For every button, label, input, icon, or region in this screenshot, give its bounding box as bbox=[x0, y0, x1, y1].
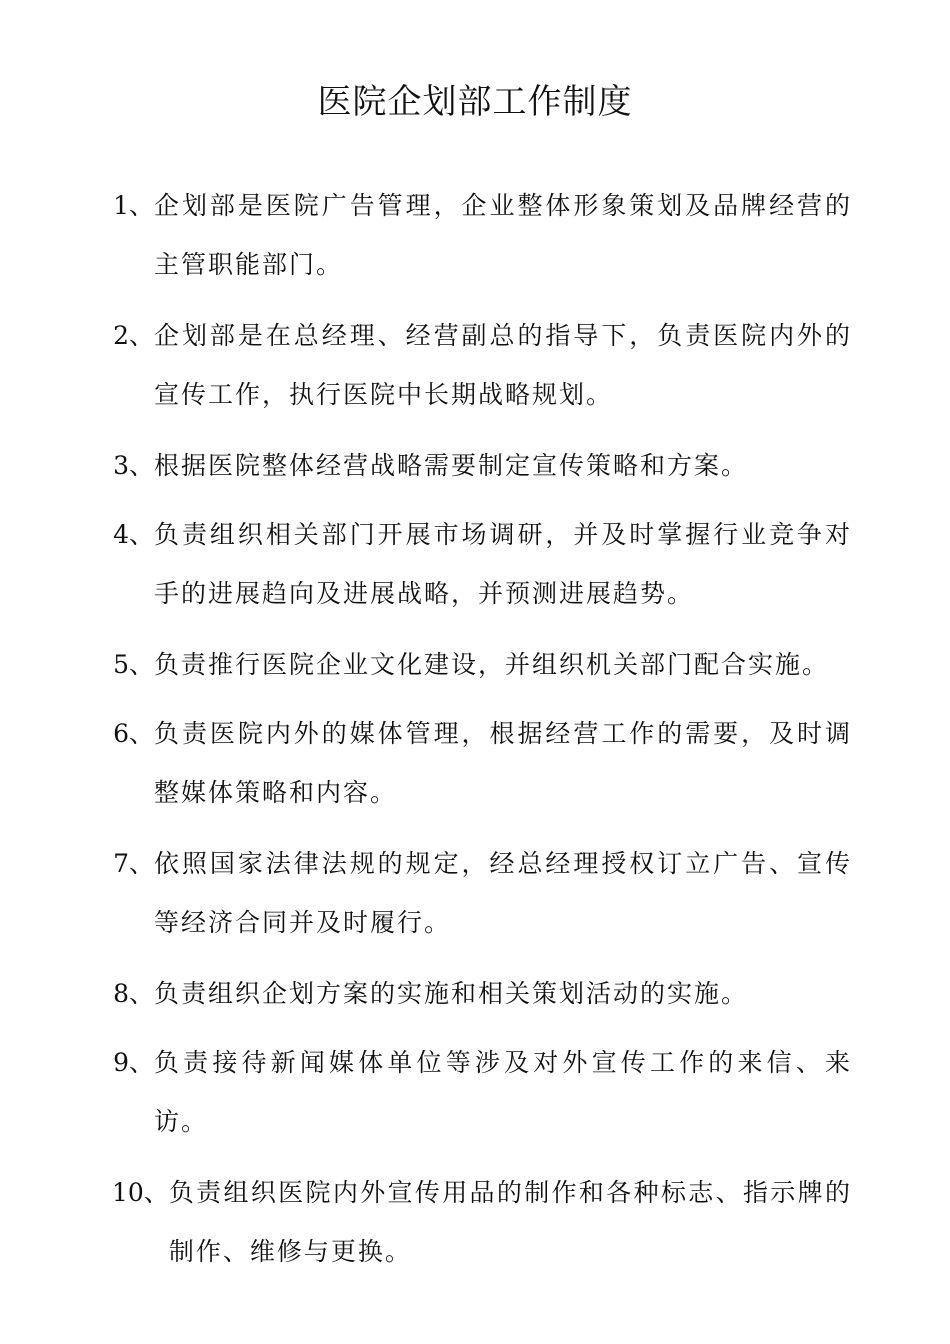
item-text: 企划部是在总经理、经营副总的指导下，负责医院内外的宣传工作，执行医院中长期战略规划。 bbox=[154, 321, 852, 409]
list-item bbox=[112, 306, 852, 424]
item-number: 3、 bbox=[113, 451, 154, 480]
item-number: 5、 bbox=[113, 650, 154, 679]
item-text: 负责推行医院企业文化建设，并组织机关部门配合实施。 bbox=[154, 650, 830, 679]
list-item bbox=[112, 505, 852, 623]
list-item bbox=[112, 1163, 852, 1281]
list-item bbox=[112, 635, 852, 694]
item-number: 4、 bbox=[113, 520, 154, 549]
item-text: 企划部是医院广告管理，企业整体形象策划及品牌经营的主管职能部门。 bbox=[154, 191, 852, 279]
list-item bbox=[112, 1033, 852, 1151]
item-text: 根据医院整体经营战略需要制定宣传策略和方案。 bbox=[154, 451, 749, 480]
item-number: 2、 bbox=[113, 321, 154, 350]
list-item bbox=[112, 964, 852, 1023]
list-item bbox=[112, 704, 852, 822]
item-number: 10、 bbox=[112, 1178, 169, 1207]
list-item bbox=[112, 436, 852, 495]
document-title: 医院企划部工作制度 bbox=[317, 82, 633, 122]
item-number: 8、 bbox=[113, 979, 154, 1008]
item-number: 6、 bbox=[113, 719, 154, 748]
item-text: 负责组织相关部门开展市场调研，并及时掌握行业竞争对手的进展趋向及进展战略，并预测进展趋势。 bbox=[154, 520, 852, 608]
item-number: 7、 bbox=[113, 849, 154, 878]
item-text: 负责接待新闻媒体单位等涉及对外宣传工作的来信、来访。 bbox=[154, 1048, 852, 1136]
item-text: 负责医院内外的媒体管理，根据经营工作的需要，及时调整媒体策略和内容。 bbox=[154, 719, 852, 807]
item-text: 依照国家法律法规的规定，经总经理授权订立广告、宣传等经济合同并及时履行。 bbox=[154, 849, 852, 937]
rules-list bbox=[112, 176, 852, 1281]
list-item bbox=[112, 834, 852, 952]
list-item bbox=[112, 176, 852, 294]
item-text: 负责组织医院内外宣传用品的制作和各种标志、指示牌的制作、维修与更换。 bbox=[168, 1178, 852, 1266]
item-number: 1、 bbox=[113, 191, 154, 220]
item-number: 9、 bbox=[113, 1048, 154, 1077]
item-text: 负责组织企划方案的实施和相关策划活动的实施。 bbox=[154, 979, 749, 1008]
